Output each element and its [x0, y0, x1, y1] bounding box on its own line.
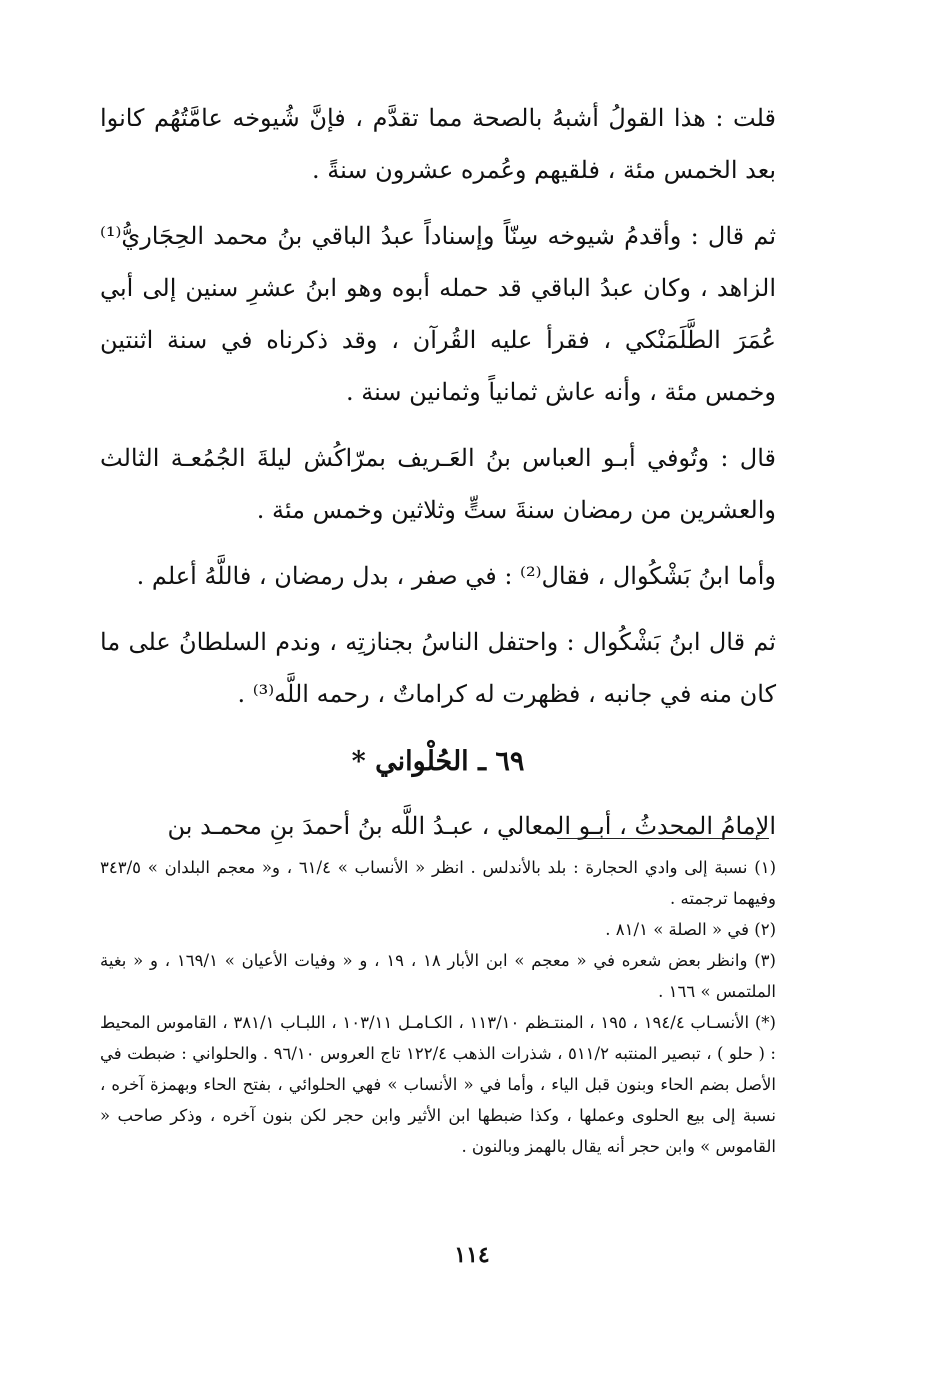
- page-number: ١١٤: [454, 1242, 490, 1268]
- section-heading: ٦٩ ـ الحُلْواني *: [351, 746, 525, 777]
- footnote-star: (*) الأنسـاب ١٩٤/٤ ، ١٩٥ ، المنتـظم ١١٣/١٠ ، الكـامـل ١٠٣/١١ ، اللبـاب ٣٨١/١ ، القاموس المحيط : ( حلو ) ، تبصير المنتبه ٥١١/٢ ، شذرات الذهب ١٢٢/٤ تاج العروس ٩٦/١٠ . والحلواني : ضبطت في الأصل بضم الحاء وبنون قبل الياء ، وأما في « الأنساب » فهي الحلوائي ، بفتح الحاء وبهمزة آخره ، نسبة إلى بيع الحلوى وعملها ، وكذا ضبطها ابن الأثير وابن حجر لكن بنون آخره ، وذكر صاحب « القاموس » وابن حجر أنه يقال بالهمز وبالنون .: [100, 1013, 776, 1156]
- main-text: [100, 92, 776, 866]
- footnote-3: (٣) وانظر بعض شعره في « معجم » ابن الأبار ١٨ ، ١٩ ، و « وفيات الأعيان » ١٦٩/١ ، و « بغية الملتمس » ١٦٦ .: [100, 951, 776, 1001]
- paragraph-2: ثم قال : وأقدمُ شيوخه سِنّاً وإسناداً عبدُ الباقي بنُ محمد الحِجَاريُّ⁽¹⁾ الزاهد ، وكان عبدُ الباقي قد حمله أبوه وهو ابنُ عشرِ سنين إلى أبي عُمَرَ الطَّلَمَنْكي ، فقرأ عليه القُرآن ، وقد ذكرناه في سنة اثنتين وخمس مئة ، وأنه عاش ثمانياً وثمانين سنة .: [100, 222, 776, 406]
- footnote-2: (٢) في « الصلة » ٨١/١ .: [605, 920, 776, 939]
- paragraph-4: وأما ابنُ بَشْكُوال ، فقال⁽²⁾ : في صفر ، بدل رمضان ، فاللَّهُ أعلم .: [136, 562, 776, 590]
- footnotes: [100, 852, 776, 1162]
- footnote-divider: [557, 838, 769, 839]
- paragraph-1: قلت : هذا القولُ أشبهُ بالصحة مما تقدَّم ، فإنَّ شُيوخه عامَّتُهُم كانوا بعد الخمس مئة ، فلقيهم وعُمره عشرون سنةً .: [100, 104, 776, 184]
- intro-paragraph: الإمامُ المحدثُ ، أبـو المعالي ، عبـدُ اللَّه بنُ أحمدَ بنِ محمـد بن: [167, 812, 776, 840]
- footnote-1: (١) نسبة إلى وادي الحجارة : بلد بالأندلس . انظر « الأنساب » ٦١/٤ ، و« معجم البلدان » ٣٤٣/٥ وفيهما ترجمته .: [100, 858, 776, 908]
- paragraph-5: ثم قال ابنُ بَشْكُوال : واحتفل الناسُ بجنازتِه ، وندم السلطانُ على ما كان منه في جانبه ، فظهرت له كراماتٌ ، رحمه اللَّه⁽³⁾ .: [100, 628, 776, 708]
- paragraph-3: قال : وتُوفي أبـو العباس بنُ العَـريف بمرّاكُش ليلةَ الجُمُعـة الثالث والعشرين من رمضان سنةَ ستٍّ وثلاثين وخمس مئة .: [100, 444, 776, 524]
